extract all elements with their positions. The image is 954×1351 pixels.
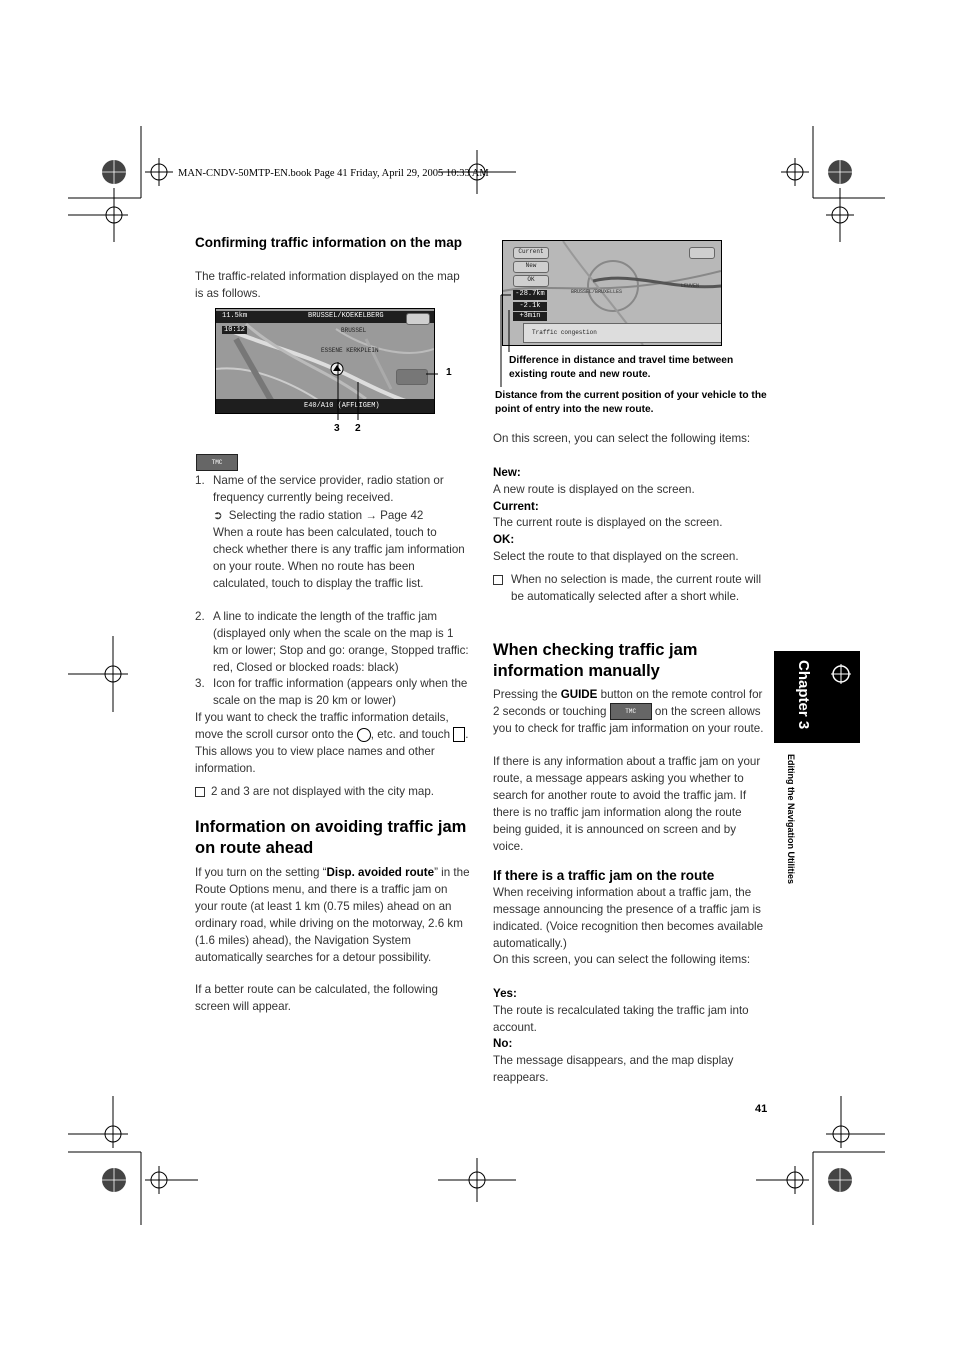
list-item-1-ref: ➲ Selecting the radio station → Page 42 xyxy=(213,509,424,522)
map2-city: BRUSSEL/BRUXELLES xyxy=(571,289,623,295)
item-current-desc: The current route is displayed on the screen. xyxy=(493,516,723,529)
distance-to-entry: -28.7km xyxy=(513,290,547,300)
caption-difference: Difference in distance and travel time between existing route and new route. xyxy=(509,355,734,380)
info-icon-inline xyxy=(453,727,465,742)
manual-paragraph-2: If there is any information about a traffic jam on your route, a message appears asking you whether to search for another route to avoid the traffic jam. If there is no traffic jam information along the route being guided, it is announced on screen and by voice. xyxy=(493,755,761,853)
screen-items-intro: On this screen, you can select the following items: xyxy=(493,432,751,445)
item-current-label: Current: xyxy=(493,500,539,513)
list-item-1: 1. Name of the service provider, radio station or frequency currently being received. xyxy=(195,474,444,504)
file-header: MAN-CNDV-50MTP-EN.book Page 41 Friday, April 29, 2005 10:33 AM xyxy=(178,168,489,179)
item-yes-desc: The route is recalculated taking the traffic jam into account. xyxy=(493,1004,749,1034)
item-yes-label: Yes: xyxy=(493,987,517,1000)
item-ok-desc: Select the route to that displayed on the screen. xyxy=(493,550,739,563)
callout-2: 2 xyxy=(355,423,361,434)
registration-icon xyxy=(829,662,853,686)
item-ok-label: OK: xyxy=(493,533,515,546)
callout-3: 3 xyxy=(334,423,340,434)
map2-city2: LEUVEN xyxy=(681,283,700,289)
item-new-desc: A new route is displayed on the screen. xyxy=(493,483,695,496)
item-no-desc: The message disappears, and the map display reappears. xyxy=(493,1054,734,1084)
list-item-2: 2. A line to indicate the length of the traffic jam (displayed only when the scale on the map is 1 km or lower; Stop and go: orange, Stopped traffic: red, Closed or blocked roads: black) xyxy=(195,610,469,674)
button-new[interactable]: New xyxy=(513,261,549,273)
map-label-brussels: BRUSSEL xyxy=(341,327,367,334)
map-zoom-button[interactable] xyxy=(406,313,430,325)
section-intro: The traffic-related information displayed on the map is as follows. xyxy=(195,270,460,300)
note-no-selection: When no selection is made, the current route will be automatically selected after a short while. xyxy=(493,571,765,605)
button-ok[interactable]: OK xyxy=(513,275,549,287)
map-label-essene: ESSENE KERKPLEIN xyxy=(321,347,379,354)
distance-difference: -2.1k xyxy=(513,302,547,311)
map-road-bottom: E40/A10 (AFFLIGEM) xyxy=(304,402,380,410)
caption-distance: Distance from the current position of your vehicle to the point of entry into the new route. xyxy=(495,390,767,415)
item-no-label: No: xyxy=(493,1037,513,1050)
map2-zoom[interactable] xyxy=(689,247,715,259)
button-current[interactable]: Current xyxy=(513,247,549,259)
list-item-1-detail: When a route has been calculated, touch to check whether there is any traffic jam information on your route. When no route has been calculated, touch to display the traffic list. xyxy=(213,526,465,590)
section-title-manual: When checking traffic jam information manually xyxy=(493,641,698,680)
message-bar: Traffic congestion xyxy=(523,323,722,343)
manual-paragraph-1: Pressing the GUIDE button on the remote control for 2 seconds or touching TMC on the screen allows you to check for traffic jam information on your route. xyxy=(493,688,764,736)
note-box-icon xyxy=(195,787,205,797)
time-difference: +3min xyxy=(513,312,547,321)
section-side-label: Editing the Navigation Utilities xyxy=(786,754,796,885)
tmc-button-inline: TMC xyxy=(610,703,652,720)
map-screenshot-detour xyxy=(502,240,722,346)
list-item-3: 3. Icon for traffic information (appears only when the scale on the map is 20 km or lower) xyxy=(195,677,468,707)
map1-callout-lines xyxy=(330,360,460,430)
chapter-label: Chapter 3 xyxy=(795,660,812,730)
item-new-label: New: xyxy=(493,466,521,479)
page-number: 41 xyxy=(755,1103,768,1115)
note-box-icon xyxy=(493,575,503,585)
map-scale: 11.5km xyxy=(222,312,248,320)
map-street-name: BRUSSEL/KOEKELBERG xyxy=(308,312,384,320)
details-paragraph: If you want to check the traffic information details, move the scroll cursor onto the , etc. and touch . This allows you to view place names and other information. xyxy=(195,711,469,775)
jam-paragraph-2: On this screen, you can select the following items: xyxy=(493,953,751,966)
traffic-icon-inline xyxy=(357,728,371,742)
subsection-title-jam: If there is a traffic jam on the route xyxy=(493,868,715,883)
section-title-avoiding: Information on avoiding traffic jam on route ahead xyxy=(195,818,467,857)
note-city-map: 2 and 3 are not displayed with the city map. xyxy=(195,783,470,800)
tmc-button-image: TMC xyxy=(196,454,238,471)
map-clock: 10:12 xyxy=(224,326,246,334)
callout-1: 1 xyxy=(446,367,452,378)
jam-paragraph-1: When receiving information about a traffic jam, the message announcing the presence of a traffic jam is indicated. (Voice recognition then becomes available automatically.) xyxy=(493,886,764,950)
section-title-confirming: Confirming traffic information on the map xyxy=(195,235,462,250)
avoiding-paragraph-1: If you turn on the setting “Disp. avoided route” in the Route Options menu, and there is a traffic jam on your route (at least 1 km (0.75 miles) ahead on an ordinary road, while driving on the motorway, 2.6 km (1.6 miles) ahead), the Navigation System automatically searches for a detour possibility. xyxy=(195,866,470,964)
avoiding-paragraph-2: If a better route can be calculated, the following screen will appear. xyxy=(195,983,438,1013)
